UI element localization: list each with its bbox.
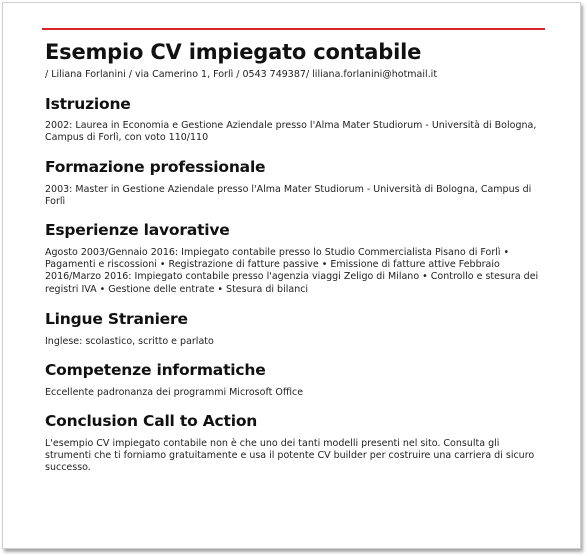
cv-content [45,38,545,474]
section-lingue [45,309,545,348]
section-esperienze [45,220,545,296]
section-body: Agosto 2003/Gennaio 2016: Impiegato contabile presso lo Studio Commercialista Pisano di Forlì • Pagamenti e riscossioni • Registrazione di fatture passive • Emissione di fatture attive Febbraio 2016/Marzo 2016: Impiegato contabile presso l'agenzia viaggi Zeligo di Milano • Controllo e stesura dei registri IVA • Gestione delle entrate • Stesura di bilanci [45,247,539,295]
contact-line: / Liliana Forlanini / via Camerino 1, Forlì / 0543 749387/ liliana.forlanini@hotmail.it [45,69,438,80]
section-body: Inglese: scolastico, scritto e parlato [45,336,214,347]
section-body: L'esempio CV impiegato contabile non è che uno dei tanti modelli presenti nel sito. Consulta gli strumenti che ti forniamo gratuitamente e usa il potente CV builder per costruire una carriera di sicuro successo. [45,438,535,474]
section-competenze [45,360,545,399]
section-istruzione [45,94,545,144]
section-heading: Istruzione [45,95,131,113]
section-body: 2002: Laurea in Economia e Gestione Aziendale presso l'Alma Mater Studiorum - Università di Bologna, Campus di Forlì, con voto 110/110 [45,120,537,144]
section-body: Eccellente padronanza dei programmi Microsoft Office [45,387,304,398]
section-heading: Conclusion Call to Action [45,412,258,430]
header-rule [42,28,545,30]
section-body: 2003: Master in Gestione Aziendale presso l'Alma Mater Studiorum - Università di Bologna, Campus di Forlì [45,184,532,208]
section-heading: Formazione professionale [45,158,266,176]
section-formazione [45,157,545,208]
cv-title: Esempio CV impiegato contabile [45,40,422,64]
section-heading: Esperienze lavorative [45,221,230,239]
section-heading: Competenze informatiche [45,361,266,379]
section-heading: Lingue Straniere [45,310,188,328]
section-call-to-action [45,411,545,475]
